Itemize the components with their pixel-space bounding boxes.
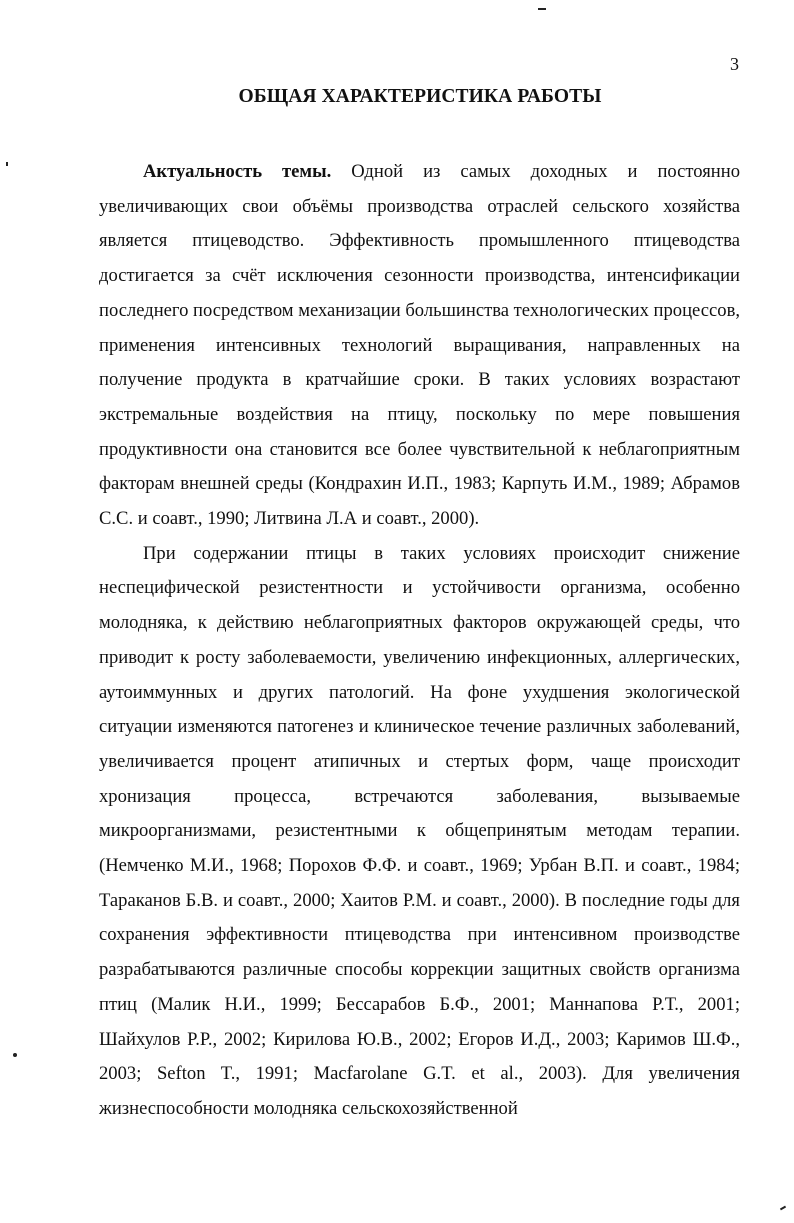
paragraph-text: Одной из самых доходных и постоянно увеличивающих свои объёмы производства отраслей сельского хозяйства является птицеводство. Эффективность промышленного птицеводства достигается за счёт исключения сезонности производства, интенсификации последнего посредством механизации большинства технологических процессов, применения интенсивных технологий выращивания, направленных на получение продукта в кратчайшие сроки. В таких условиях возрастают экстремальные воздействия на птицу, поскольку по мере повышения продуктивности она становится все более чувствительной к неблагоприятным факторам внешней среды (Кондрахин И.П., 1983; Карпуть И.М., 1989; Абрамов С.С. и соавт., 1990; Литвина Л.А и соавт., 2000).	[99, 161, 740, 530]
scan-mark-left	[6, 162, 8, 166]
page-number: 3	[730, 54, 739, 74]
scan-mark-corner	[780, 1206, 786, 1211]
scan-mark-top	[538, 8, 546, 10]
paragraph-lead: Актуальность темы.	[143, 161, 332, 182]
paragraph-relevance	[99, 155, 740, 537]
scan-dot-left	[13, 1053, 17, 1057]
page-title: ОБЩАЯ ХАРАКТЕРИСТИКА РАБОТЫ	[238, 86, 602, 107]
paragraph-text: При содержании птицы в таких условиях происходит снижение неспецифической резистентности и устойчивости организма, особенно молодняка, к действию неблагоприятных факторов окружающей среды, что приводит к росту заболеваемости, увеличению инфекционных, аллергических, аутоиммунных и других патологий. На фоне ухудшения экологической ситуации изменяются патогенез и клиническое течение различных заболеваний, увеличивается процент атипичных и стертых форм, чаще происходит хронизация процесса, встречаются заболевания, вызываемые микроорганизмами, резистентными к общепринятым методам терапии. (Немченко М.И., 1968; Порохов Ф.Ф. и соавт., 1969; Урбан В.П. и соавт., 1984; Тараканов Б.В. и соавт., 2000; Хаитов Р.М. и соавт., 2000). В последние годы для сохранения эффективности птицеводства при интенсивном производстве разрабатываются различные способы коррекции защитных свойств организма птиц (Малик Н.И., 1999; Бессарабов Б.Ф., 2001; Маннапова Р.Т., 2001; Шайхулов Р.Р., 2002; Кирилова Ю.В., 2002; Егоров И.Д., 2003; Каримов Ш.Ф., 2003; Sefton T., 1991; Macfarolane G.T. et al., 2003). Для увеличения жизнеспособности молодняка сельскохозяйственной	[99, 542, 740, 1119]
body-text	[99, 155, 740, 1127]
paragraph-conditions	[99, 537, 740, 1127]
